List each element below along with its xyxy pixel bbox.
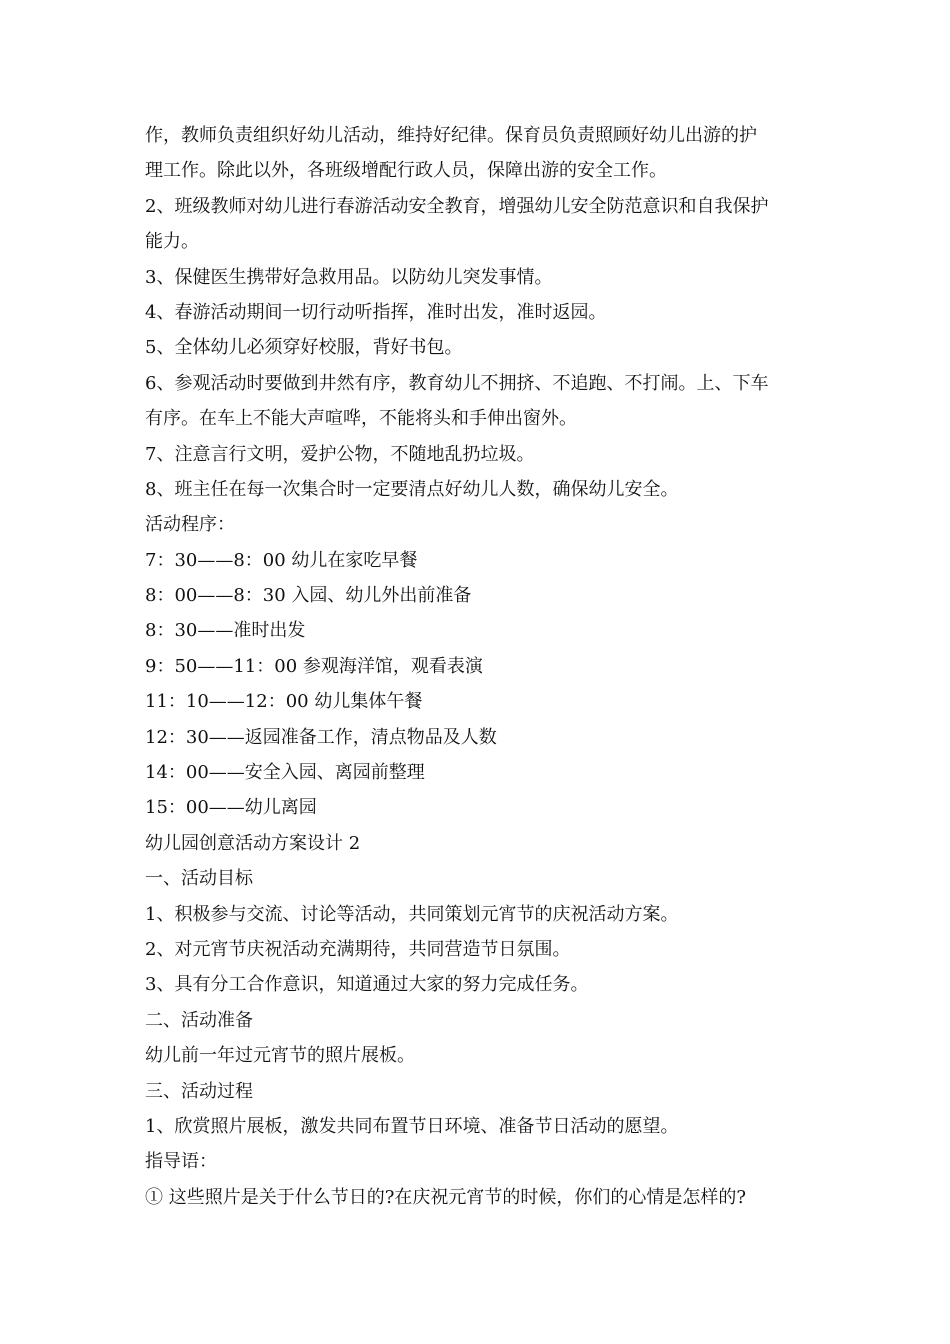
paragraph-line: 理工作。除此以外，各班级增配行政人员，保障出游的安全工作。 <box>145 160 667 182</box>
paragraph-line: 2、对元宵节庆祝活动充满期待，共同营造节日氛围。 <box>145 938 571 960</box>
schedule-item: 9：50——11：00 参观海洋馆，观看表演 <box>145 655 483 677</box>
schedule-item: 11：10——12：00 幼儿集体午餐 <box>145 691 423 713</box>
schedule-item: 15：00——幼儿离园 <box>145 797 317 819</box>
section-label: 指导语： <box>145 1151 217 1173</box>
schedule-item: 7：30——8：00 幼儿在家吃早餐 <box>145 549 418 571</box>
paragraph-line: 1、积极参与交流、讨论等活动，共同策划元宵节的庆祝活动方案。 <box>145 903 679 925</box>
paragraph-line: 7、注意言行文明，爱护公物，不随地乱扔垃圾。 <box>145 443 535 465</box>
paragraph-line: 幼儿前一年过元宵节的照片展板。 <box>145 1045 415 1067</box>
paragraph-line: 3、保健医生携带好急救用品。以防幼儿突发事情。 <box>145 266 553 288</box>
paragraph-line: 4、春游活动期间一切行动听指挥，准时出发，准时返园。 <box>145 301 607 323</box>
section-heading: 二、活动准备 <box>145 1009 253 1031</box>
schedule-item: 14：00——安全入园、离园前整理 <box>145 762 425 784</box>
section-title: 幼儿园创意活动方案设计 2 <box>145 832 361 854</box>
section-heading: 一、活动目标 <box>145 868 253 890</box>
schedule-item: 8：00——8：30 入园、幼儿外出前准备 <box>145 585 472 607</box>
paragraph-line: 6、参观活动时要做到井然有序，教育幼儿不拥挤、不追跑、不打闹。上、下车 <box>145 372 769 394</box>
paragraph-line: 能力。 <box>145 231 199 253</box>
section-heading: 三、活动过程 <box>145 1080 253 1102</box>
paragraph-line: 有序。在车上不能大声喧哗，不能将头和手伸出窗外。 <box>145 408 577 430</box>
paragraph-line: 1、欣赏照片展板，激发共同布置节日环境、准备节日活动的愿望。 <box>145 1115 679 1137</box>
section-label: 活动程序： <box>145 514 235 536</box>
paragraph-line: ① 这些照片是关于什么节日的?在庆祝元宵节的时候，你们的心情是怎样的? <box>145 1186 747 1208</box>
paragraph-line: 8、班主任在每一次集合时一定要清点好幼儿人数，确保幼儿安全。 <box>145 478 679 500</box>
paragraph-line: 作，教师负责组织好幼儿活动，维持好纪律。保育员负责照顾好幼儿出游的护 <box>145 125 757 146</box>
document-body <box>145 118 810 1215</box>
schedule-item: 12：30——返园准备工作，清点物品及人数 <box>145 726 497 748</box>
paragraph-line: 3、具有分工合作意识，知道通过大家的努力完成任务。 <box>145 974 589 996</box>
paragraph-line: 2、班级教师对幼儿进行春游活动安全教育，增强幼儿安全防范意识和自我保护 <box>145 195 769 217</box>
schedule-item: 8：30——准时出发 <box>145 620 306 642</box>
paragraph-line: 5、全体幼儿必须穿好校服，背好书包。 <box>145 337 463 359</box>
